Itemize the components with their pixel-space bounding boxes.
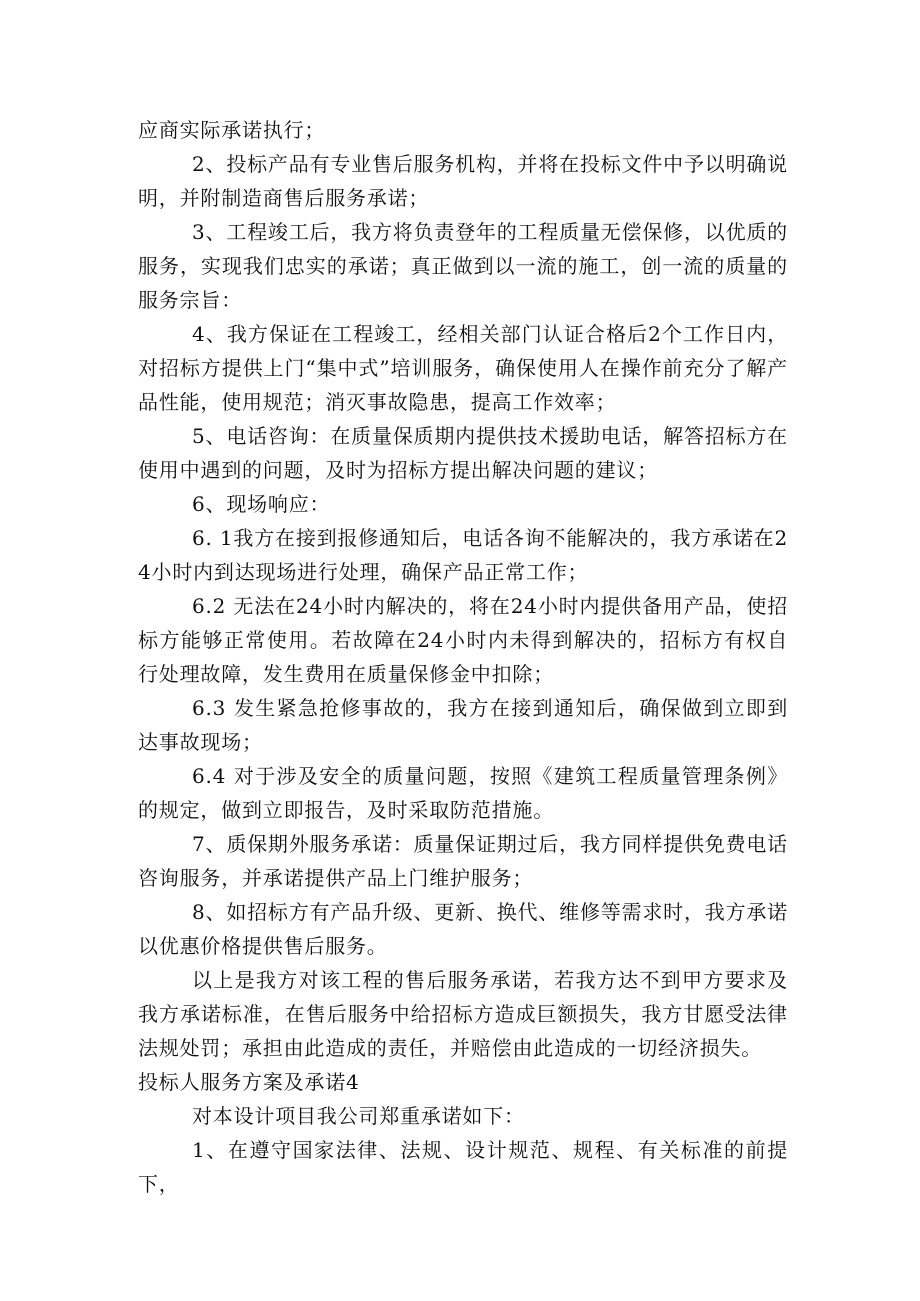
paragraph-item-6-3: 6.3 发生紧急抢修事故的，我方在接到通知后，确保做到立即到达事故现场； xyxy=(138,696,788,754)
paragraph-continuation: 应商实际承诺执行； xyxy=(138,118,326,142)
paragraph-item-6-2: 6.2 无法在24小时内解决的，将在24小时内提供备用产品，使招标方能够正常使用。若故障在24小时内未得到解决的，招标方有权自行处理故障，发生费用在质量保修金中扣除； xyxy=(138,594,788,686)
paragraph-intro: 对本设计项目我公司郑重承诺如下： xyxy=(192,1104,525,1128)
paragraph-item-7: 7、质保期外服务承诺：质量保证期过后，我方同样提供免费电话咨询服务，并承诺提供产品上门维护服务； xyxy=(138,832,788,890)
paragraph-item-6-1: 6. 1我方在接到报修通知后，电话各询不能解决的，我方承诺在24小时内到达现场进行处理，确保产品正常工作； xyxy=(138,526,788,584)
paragraph-summary: 以上是我方对该工程的售后服务承诺，若我方达不到甲方要求及我方承诺标准，在售后服务中给招标方造成巨额损失，我方甘愿受法律法规处罚；承担由此造成的责任，并赔偿由此造成的一切经济损失。 xyxy=(138,968,788,1060)
paragraph-item-6: 6、现场响应： xyxy=(192,492,331,516)
paragraph-item-4: 4、我方保证在工程竣工，经相关部门认证合格后2个工作日内，对招标方提供上门“集中式”培训服务，确保使用人在操作前充分了解产品性能，使用规范；消灭事故隐患，提高工作效率； xyxy=(138,322,788,414)
paragraph-item-2: 2、投标产品有专业售后服务机构，并将在投标文件中予以明确说明，并附制造商售后服务承诺； xyxy=(138,152,788,210)
paragraph-item-8: 8、如招标方有产品升级、更新、换代、维修等需求时，我方承诺以优惠价格提供售后服务。 xyxy=(138,900,788,958)
section-heading: 投标人服务方案及承诺4 xyxy=(138,1070,360,1094)
paragraph-item-1: 1、在遵守国家法律、法规、设计规范、规程、有关标准的前提下， xyxy=(138,1138,788,1196)
paragraph-item-5: 5、电话咨询：在质量保质期内提供技术援助电话，解答招标方在使用中遇到的问题，及时为招标方提出解决问题的建议； xyxy=(138,424,788,482)
paragraph-item-3: 3、工程竣工后，我方将负责登年的工程质量无偿保修，以优质的服务，实现我们忠实的承诺；真正做到以一流的施工，创一流的质量的服务宗旨： xyxy=(138,220,788,312)
paragraph-item-6-4: 6.4 对于涉及安全的质量问题，按照《建筑工程质量管理条例》的规定，做到立即报告，及时采取防范措施。 xyxy=(138,764,788,822)
